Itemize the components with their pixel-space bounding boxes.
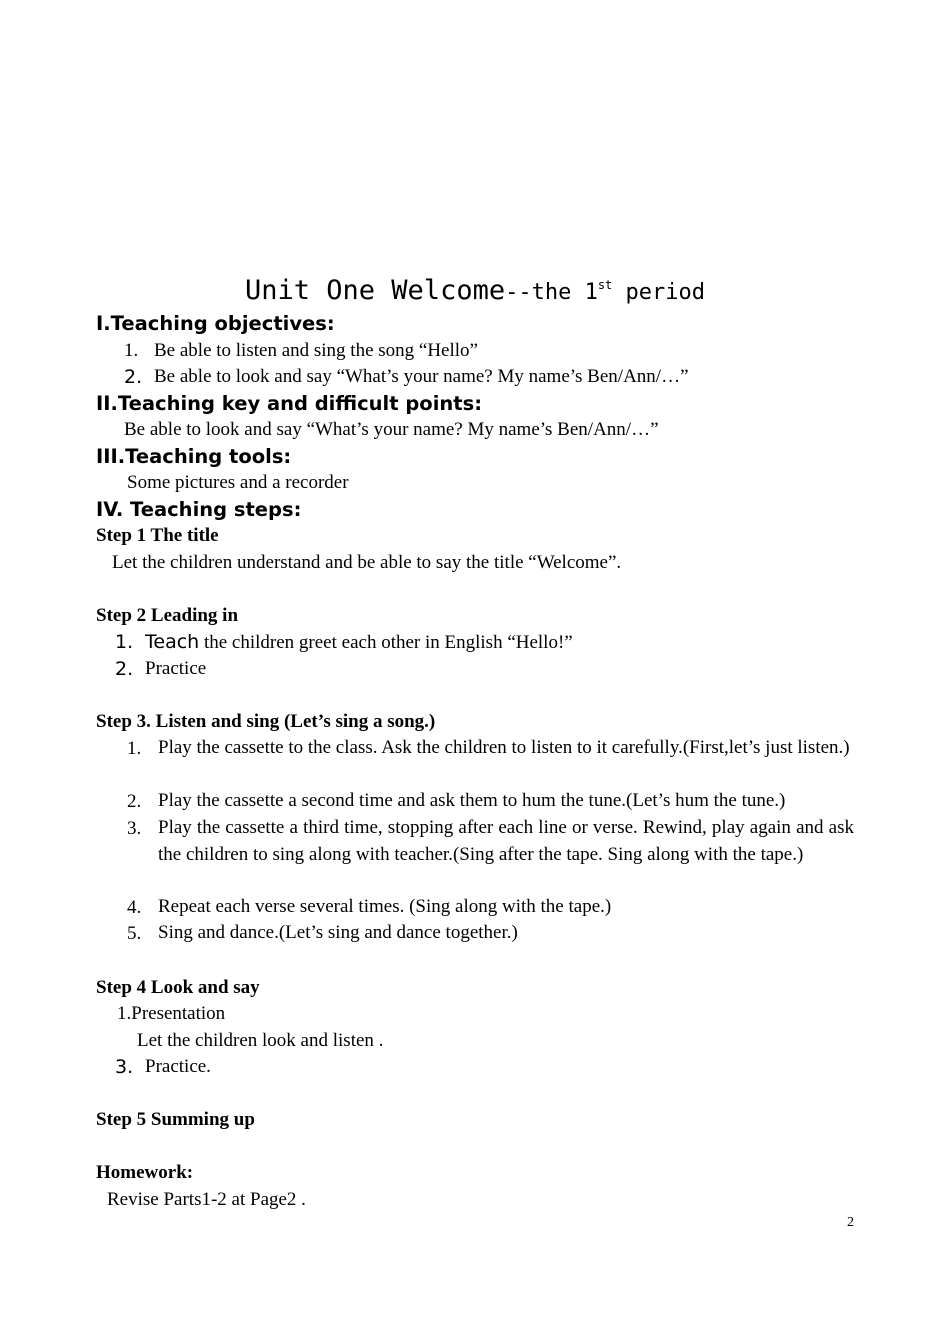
step4-heading: Step 4 Look and say [96, 977, 260, 998]
step3-num-1: 1. [127, 738, 142, 759]
title-main: Unit One Welcome [245, 275, 506, 306]
page-number: 2 [847, 1215, 854, 1230]
step3-heading: Step 3. Listen and sing (Let’s sing a song.) [96, 711, 436, 732]
step3-item-2: Play the cassette a second time and ask them to hum the tune.(Let’s hum the tune.) [158, 790, 786, 811]
step3-num-2: 2. [127, 791, 142, 812]
title-dash: --the 1 [505, 280, 598, 305]
step2-item-1 [115, 630, 573, 655]
list-text-rest: the children greet each other in English “Hello!” [199, 632, 573, 653]
list-text: Be able to look and say “What’s your name? My name’s Ben/Ann/…” [154, 366, 689, 387]
step3-item-4: Repeat each verse several times. (Sing along with the tape.) [158, 896, 612, 917]
list-number: 2. [115, 658, 134, 680]
step3-num-3: 3. [127, 818, 142, 839]
section-steps-heading: IV. Teaching steps: [96, 498, 302, 521]
step3-item-3: Play the cassette a third time, stopping after each line or verse. Rewind, play again and ask the children to sing along with teacher.(Sing after the tape. Sing along with the tape.) [158, 817, 854, 865]
step4-presentation-text: Let the children look and listen . [137, 1030, 384, 1051]
list-text-lead: Teach [145, 631, 200, 653]
list-text [145, 630, 573, 655]
step3-item-5: Sing and dance.(Let’s sing and dance together.) [158, 922, 518, 943]
step1-text: Let the children understand and be able to say the title “Welcome”. [112, 552, 622, 573]
list-text: Practice [145, 658, 207, 679]
objective-item-1 [124, 339, 478, 363]
objective-item-2 [124, 365, 689, 390]
title-tail: period [612, 280, 705, 305]
step3-num-4: 4. [127, 897, 142, 918]
step2-item-2 [115, 657, 207, 682]
step1-heading: Step 1 The title [96, 525, 219, 546]
list-text: Practice. [145, 1056, 211, 1077]
step4-item-3 [115, 1055, 211, 1080]
title-superscript: st [597, 278, 613, 292]
homework-text: Revise Parts1-2 at Page2 . [107, 1189, 306, 1210]
list-number: 3. [115, 1056, 134, 1078]
homework-heading: Homework: [96, 1162, 194, 1183]
section-key-points-heading: II.Teaching key and difficult points: [96, 392, 483, 415]
section-objectives-heading: I.Teaching objectives: [96, 312, 335, 335]
document-title [0, 268, 950, 310]
list-number: 1. [115, 631, 134, 653]
step3-num-5: 5. [127, 923, 142, 944]
step4-presentation: 1.Presentation [117, 1003, 226, 1024]
list-number: 2. [124, 366, 143, 388]
key-points-text: Be able to look and say “What’s your name? My name’s Ben/Ann/…” [124, 419, 659, 440]
step5-heading: Step 5 Summing up [96, 1109, 255, 1130]
tools-text: Some pictures and a recorder [127, 472, 349, 493]
section-tools-heading: III.Teaching tools: [96, 445, 292, 468]
list-number: 1. [124, 340, 139, 361]
step2-heading: Step 2 Leading in [96, 605, 239, 626]
list-text: Be able to listen and sing the song “Hello” [154, 340, 478, 361]
step3-item-1: Play the cassette to the class. Ask the children to listen to it carefully.(First,let’s just listen.) [158, 737, 850, 758]
